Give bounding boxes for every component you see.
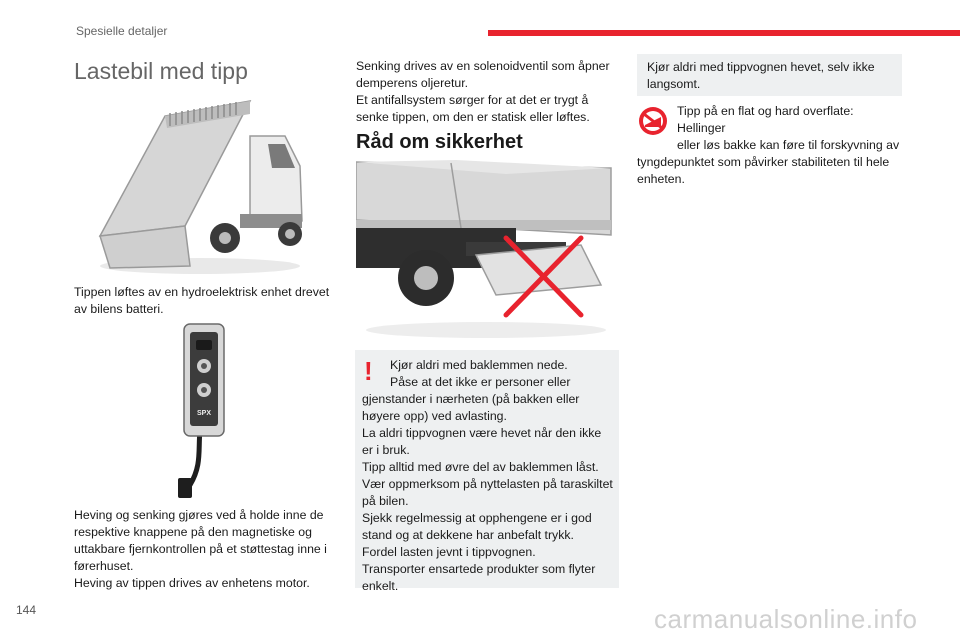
text-line: høyere opp) ved avlasting. bbox=[362, 409, 507, 423]
text-line: førerhuset. bbox=[74, 559, 134, 573]
text-line: Påse at det ikke er personer eller bbox=[390, 375, 571, 389]
tailgate-down-illustration bbox=[356, 160, 616, 342]
tip-text bbox=[637, 103, 903, 188]
text-line: på bilen. bbox=[362, 494, 409, 508]
operation-paragraph bbox=[74, 507, 342, 592]
text-line: La aldri tippvognen være hevet når den ikke bbox=[362, 426, 602, 440]
text-line: Kjør aldri med baklemmen nede. bbox=[390, 358, 568, 372]
text-line: Heving og senking gjøres ved å holde inne de bbox=[74, 508, 324, 522]
text-line: tyngdepunktet som påvirker stabiliteten til hele bbox=[637, 155, 890, 169]
tipper-truck-illustration bbox=[90, 96, 310, 276]
header-accent-bar bbox=[488, 30, 960, 36]
text-line: Sjekk regelmessig at opphengene er i god bbox=[362, 511, 592, 525]
text-line: stand og at dekkene har anbefalt trykk. bbox=[362, 528, 574, 542]
warning-text bbox=[362, 357, 616, 595]
page-title: Lastebil med tipp bbox=[74, 58, 248, 84]
text-line: Tippen løftes av en hydroelektrisk enhet drevet bbox=[74, 285, 330, 299]
text-line: Tipp på en flat og hard overflate: Hellinger bbox=[677, 104, 854, 135]
remote-control-illustration bbox=[170, 320, 230, 502]
lowering-paragraph bbox=[356, 58, 616, 126]
remote-label: SPX bbox=[196, 410, 212, 417]
text-line: enkelt. bbox=[362, 579, 399, 593]
section-title-safety: Råd om sikkerhet bbox=[356, 131, 523, 153]
watermark: carmanualsonline.info bbox=[654, 604, 918, 634]
text-line: er i bruk. bbox=[362, 443, 410, 457]
text-line: Et antifallsystem sørger for at det er trygt å bbox=[356, 93, 589, 107]
text-line: enheten. bbox=[637, 172, 685, 186]
text-line: senke tippen, om den er statisk eller løftes. bbox=[356, 110, 590, 124]
text-line: av bilens batteri. bbox=[74, 302, 164, 316]
text-line: langsomt. bbox=[647, 77, 701, 91]
warning-exclamation-icon: ! bbox=[364, 356, 373, 386]
text-line: demperens oljeretur. bbox=[356, 76, 469, 90]
running-header: Spesielle detaljer bbox=[76, 24, 168, 38]
text-line: respektive knappene på den magnetiske og bbox=[74, 525, 312, 539]
text-line: Senking drives av en solenoidventil som åpner bbox=[356, 59, 610, 73]
text-line: Heving av tippen drives av enhetens motor. bbox=[74, 576, 310, 590]
text-line: Tipp alltid med øvre del av baklemmen låst. bbox=[362, 460, 599, 474]
text-line: Kjør aldri med tippvognen hevet, selv ikke bbox=[647, 60, 875, 74]
page-number: 144 bbox=[16, 603, 37, 617]
text-line: uttakbare fjernkontrollen på et støttestag inne i bbox=[74, 542, 327, 556]
text-line: gjenstander i nærheten (på bakken eller bbox=[362, 392, 580, 406]
text-line: Transporter ensartede produkter som flyter bbox=[362, 562, 596, 576]
text-line: Fordel lasten jevnt i tippvognen. bbox=[362, 545, 536, 559]
intro-paragraph bbox=[74, 284, 334, 318]
note-text bbox=[647, 59, 897, 93]
text-line: eller løs bakke kan føre til forskyvning av bbox=[677, 138, 900, 152]
text-line: Vær oppmerksom på nyttelasten på taraskiltet bbox=[362, 477, 613, 491]
